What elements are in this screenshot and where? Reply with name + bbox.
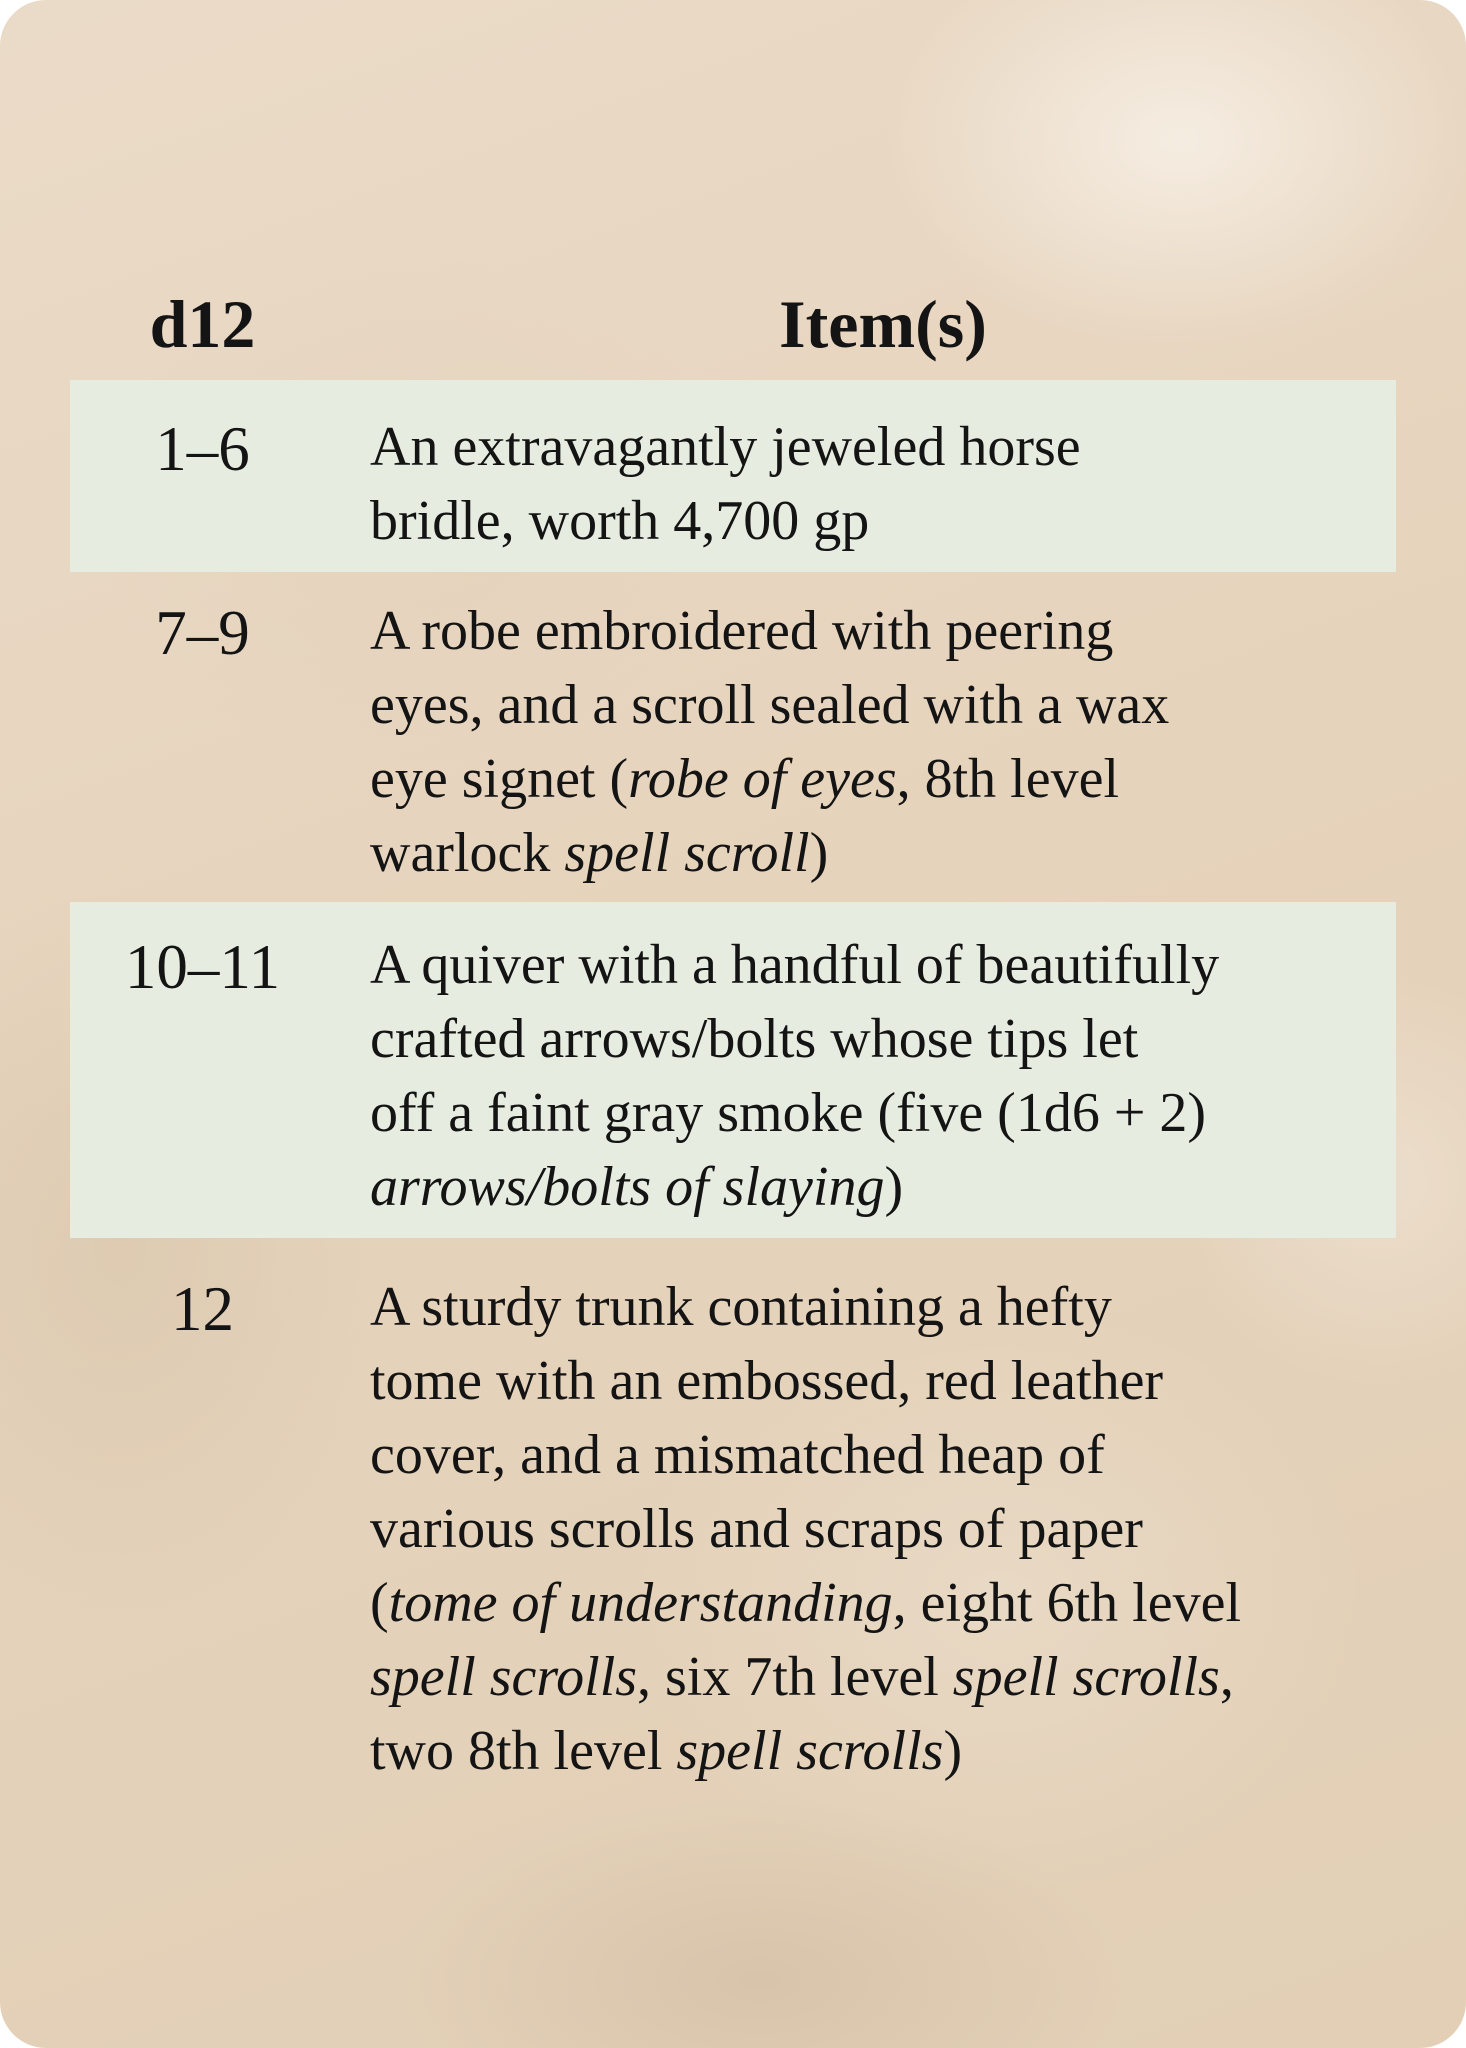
item-table: [70, 270, 1396, 1808]
description-line: [370, 1640, 1390, 1714]
italic-item-name: tome of understanding: [388, 1572, 893, 1634]
roll-range: 1–6: [155, 414, 250, 484]
text-segment: eye signet (: [370, 748, 629, 810]
text-segment: , 8th level: [896, 748, 1120, 810]
text-segment: A robe embroidered with peering: [370, 600, 1114, 662]
italic-item-name: spell scrolls: [952, 1646, 1220, 1708]
italic-item-name: spell scrolls: [370, 1646, 638, 1708]
description-line: [370, 1418, 1390, 1492]
text-segment: eyes, and a scroll sealed with a wax: [370, 674, 1170, 736]
description-line: [370, 1270, 1390, 1344]
description-line: [370, 484, 1390, 558]
text-segment: A sturdy trunk containing a hefty: [370, 1276, 1112, 1338]
description-line: [370, 1566, 1390, 1640]
text-segment: , six 7th level: [637, 1646, 953, 1708]
roll-range: 7–9: [155, 598, 250, 668]
description-line: [370, 742, 1390, 816]
item-description: [370, 928, 1390, 1224]
roll-range: 12: [171, 1274, 234, 1344]
text-segment: ): [884, 1156, 904, 1218]
table-header: [70, 270, 1396, 380]
description-line: [370, 1344, 1390, 1418]
italic-item-name: spell scroll: [564, 822, 810, 884]
table-row: [70, 380, 1396, 572]
item-description: [370, 1270, 1390, 1788]
description-line: [370, 1076, 1390, 1150]
italic-item-name: arrows/bolts of slaying: [370, 1156, 885, 1218]
italic-item-name: spell scrolls: [676, 1720, 944, 1782]
description-line: [370, 668, 1390, 742]
text-segment: ,: [1219, 1646, 1234, 1708]
text-segment: (: [370, 1572, 389, 1634]
roll-range: 10–11: [124, 932, 281, 1002]
text-segment: tome with an embossed, red leather: [370, 1350, 1164, 1412]
description-line: [370, 928, 1390, 1002]
text-segment: An extravagantly jeweled horse: [370, 416, 1081, 478]
text-segment: , eight 6th level: [892, 1572, 1241, 1634]
text-segment: two 8th level: [370, 1720, 677, 1782]
text-segment: ): [809, 822, 829, 884]
table-row: [70, 1238, 1396, 1808]
description-line: [370, 594, 1390, 668]
description-line: [370, 1002, 1390, 1076]
description-line: [370, 410, 1390, 484]
table-row: [70, 572, 1396, 902]
description-line: [370, 1714, 1390, 1788]
italic-item-name: robe of eyes: [628, 748, 897, 810]
text-segment: bridle, worth 4,700 gp: [370, 490, 870, 552]
text-segment: ): [943, 1720, 963, 1782]
text-segment: warlock: [370, 822, 565, 884]
text-segment: cover, and a mismatched heap of: [370, 1424, 1105, 1486]
text-segment: A quiver with a handful of beautifully: [370, 934, 1220, 996]
column-header-items: Item(s): [779, 286, 987, 362]
text-segment: crafted arrows/bolts whose tips let: [370, 1008, 1139, 1070]
description-line: [370, 1492, 1390, 1566]
description-line: [370, 816, 1390, 890]
text-segment: off a faint gray smoke (five (1d6 + 2): [370, 1082, 1207, 1144]
description-line: [370, 1150, 1390, 1224]
table-row: [70, 902, 1396, 1238]
item-description: [370, 410, 1390, 558]
column-header-die: d12: [149, 286, 256, 362]
item-description: [370, 594, 1390, 890]
text-segment: various scrolls and scraps of paper: [370, 1498, 1143, 1560]
table-body: [70, 380, 1396, 1808]
